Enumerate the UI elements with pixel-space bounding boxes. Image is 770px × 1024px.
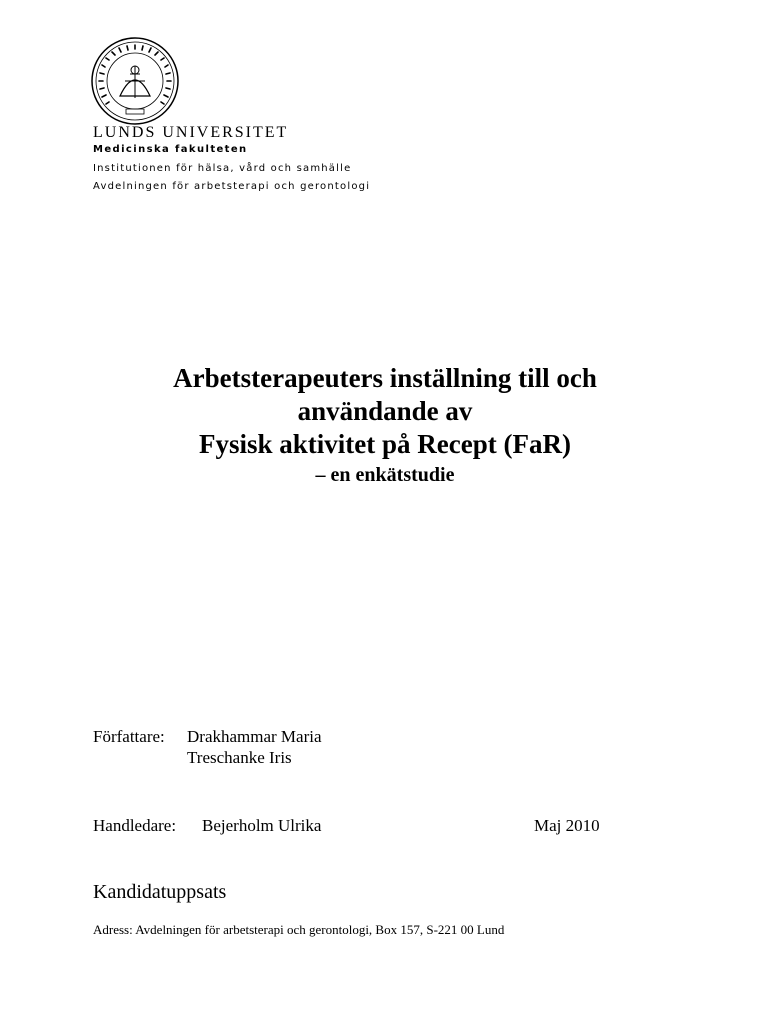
division-name: Avdelningen för arbetsterapi och gerontologi [93, 181, 371, 192]
author-name: Drakhammar Maria [187, 727, 322, 746]
address: Adress: Avdelningen för arbetsterapi och gerontologi, Box 157, S-221 00 Lund [93, 922, 505, 937]
authors-label: Författare: [93, 727, 165, 746]
publication-date: Maj 2010 [534, 816, 600, 835]
thesis-type: Kandidatuppsats [93, 881, 227, 903]
faculty-name: Medicinska fakulteten [93, 144, 248, 155]
university-name: LUNDS UNIVERSITET [93, 124, 289, 141]
title-line-3: Fysisk aktivitet på Recept (FaR) [199, 429, 571, 459]
institution-name: Institutionen för hälsa, vård och samhälle [93, 163, 352, 174]
supervisor-label: Handledare: [93, 816, 177, 835]
supervisor-name: Bejerholm Ulrika [202, 816, 322, 835]
author-name: Treschanke Iris [187, 748, 292, 767]
title-line-1: Arbetsterapeuters inställning till och [173, 363, 597, 393]
thesis-subtitle: – en enkätstudie [315, 464, 455, 486]
thesis-title [0, 362, 770, 489]
university-seal-icon [90, 36, 180, 126]
title-line-2: användande av [297, 396, 473, 426]
